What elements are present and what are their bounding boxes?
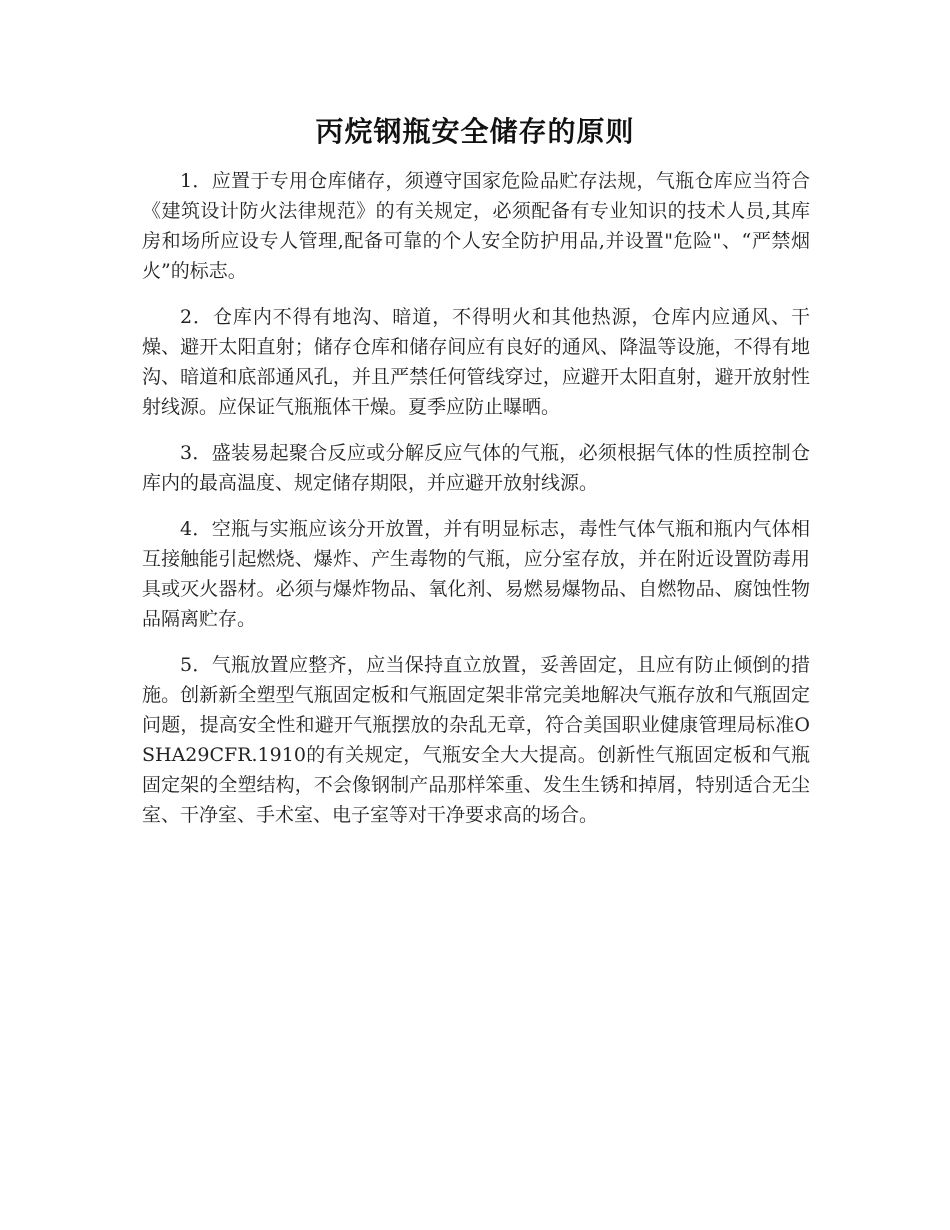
paragraph-1: 1．应置于专用仓库储存，须遵守国家危险品贮存法规，气瓶仓库应当符合《建筑设计防火法律规范》的有关规定，必须配备有专业知识的技术人员,其库房和场所应设专人管理,配备可靠的个人安全防护用品,并设置"危险"、“严禁烟火”的标志。: [142, 170, 810, 282]
paragraph-5: 5．气瓶放置应整齐，应当保持直立放置，妥善固定，且应有防止倾倒的措施。创新新全塑型气瓶固定板和气瓶固定架非常完美地解决气瓶存放和气瓶固定问题，提高安全性和避开气瓶摆放的杂乱无章，符合美国职业健康管理局标准OSHA29CFR.1910的有关规定，气瓶安全大大提高。创新性气瓶固定板和气瓶固定架的全塑结构，不会像钢制产品那样笨重、发生生锈和掉屑，特别适合无尘室、干净室、手术室、电子室等对干净要求高的场合。: [142, 654, 810, 826]
paragraph-4: 4．空瓶与实瓶应该分开放置，并有明显标志，毒性气体气瓶和瓶内气体相互接触能引起燃烧、爆炸、产生毒物的气瓶，应分室存放，并在附近设置防毒用具或灭火器材。必须与爆炸物品、氧化剂、易燃易爆物品、自燃物品、腐蚀性物品隔离贮存。: [142, 518, 810, 630]
document-title: 丙烷钢瓶安全储存的原则: [315, 115, 635, 148]
document-body: [142, 166, 810, 846]
paragraph-3: 3．盛装易起聚合反应或分解反应气体的气瓶，必须根据气体的性质控制仓库内的最高温度、规定储存期限，并应避开放射线源。: [142, 442, 810, 494]
paragraph-2: 2．仓库内不得有地沟、暗道，不得明火和其他热源，仓库内应通风、干燥、避开太阳直射；储存仓库和储存间应有良好的通风、降温等设施，不得有地沟、暗道和底部通风孔，并且严禁任何管线穿过，应避开太阳直射，避开放射性射线源。应保证气瓶瓶体干燥。夏季应防止曝晒。: [142, 306, 810, 418]
